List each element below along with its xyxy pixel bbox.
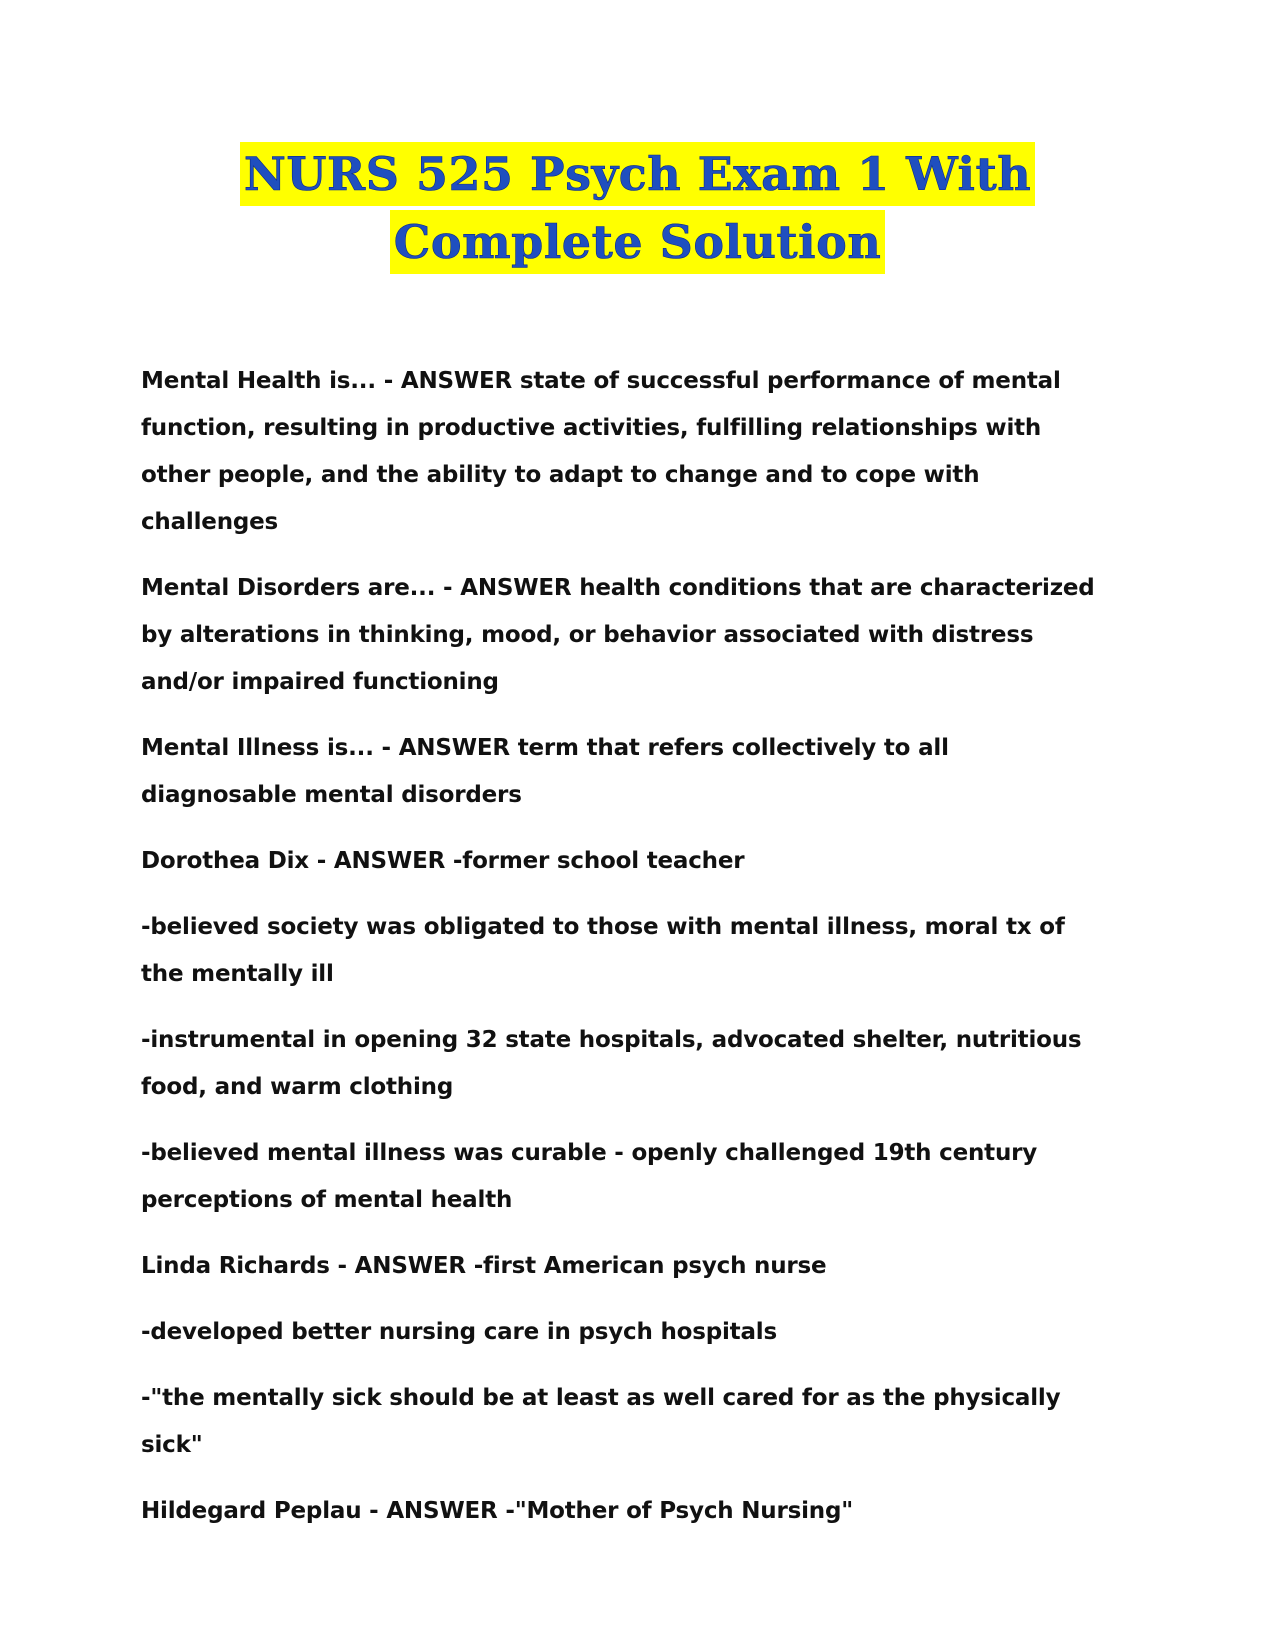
paragraph-dorothea-dix: Dorothea Dix - ANSWER -former school teacher: [141, 848, 745, 874]
paragraph-dix-society: -believed society was obligated to those with mental illness, moral tx of the mentally ill: [141, 914, 1065, 987]
paragraph-dix-curable: -believed mental illness was curable - openly challenged 19th century perceptions of mental health: [141, 1140, 1038, 1213]
paragraph-mental-health: Mental Health is... - ANSWER state of successful performance of mental function, resulting in productive activities, fulfilling relationships with other people, and the ability to adapt to change and to cope with challenges: [141, 368, 1061, 535]
paragraph-richards-care: -developed better nursing care in psych hospitals: [141, 1319, 777, 1345]
paragraph-linda-richards: Linda Richards - ANSWER -first American psych nurse: [141, 1253, 827, 1279]
paragraph-mental-disorders: Mental Disorders are... - ANSWER health conditions that are characterized by alterations in thinking, mood, or behavior associated with distress and/or impaired functioning: [141, 575, 1095, 695]
paragraph-mental-illness: Mental Illness is... - ANSWER term that refers collectively to all diagnosable mental disorders: [141, 735, 949, 808]
document-title: [0, 142, 1275, 274]
paragraph-richards-quote: -"the mentally sick should be at least as well cared for as the physically sick": [141, 1385, 1061, 1458]
document-body: [141, 358, 1101, 1554]
title-line-2: Complete Solution: [390, 210, 886, 274]
title-line-1: NURS 525 Psych Exam 1 With: [240, 142, 1035, 206]
paragraph-hildegard-peplau: Hildegard Peplau - ANSWER -"Mother of Psych Nursing": [141, 1498, 854, 1524]
paragraph-dix-hospitals: -instrumental in opening 32 state hospitals, advocated shelter, nutritious food, and warm clothing: [141, 1027, 1082, 1100]
